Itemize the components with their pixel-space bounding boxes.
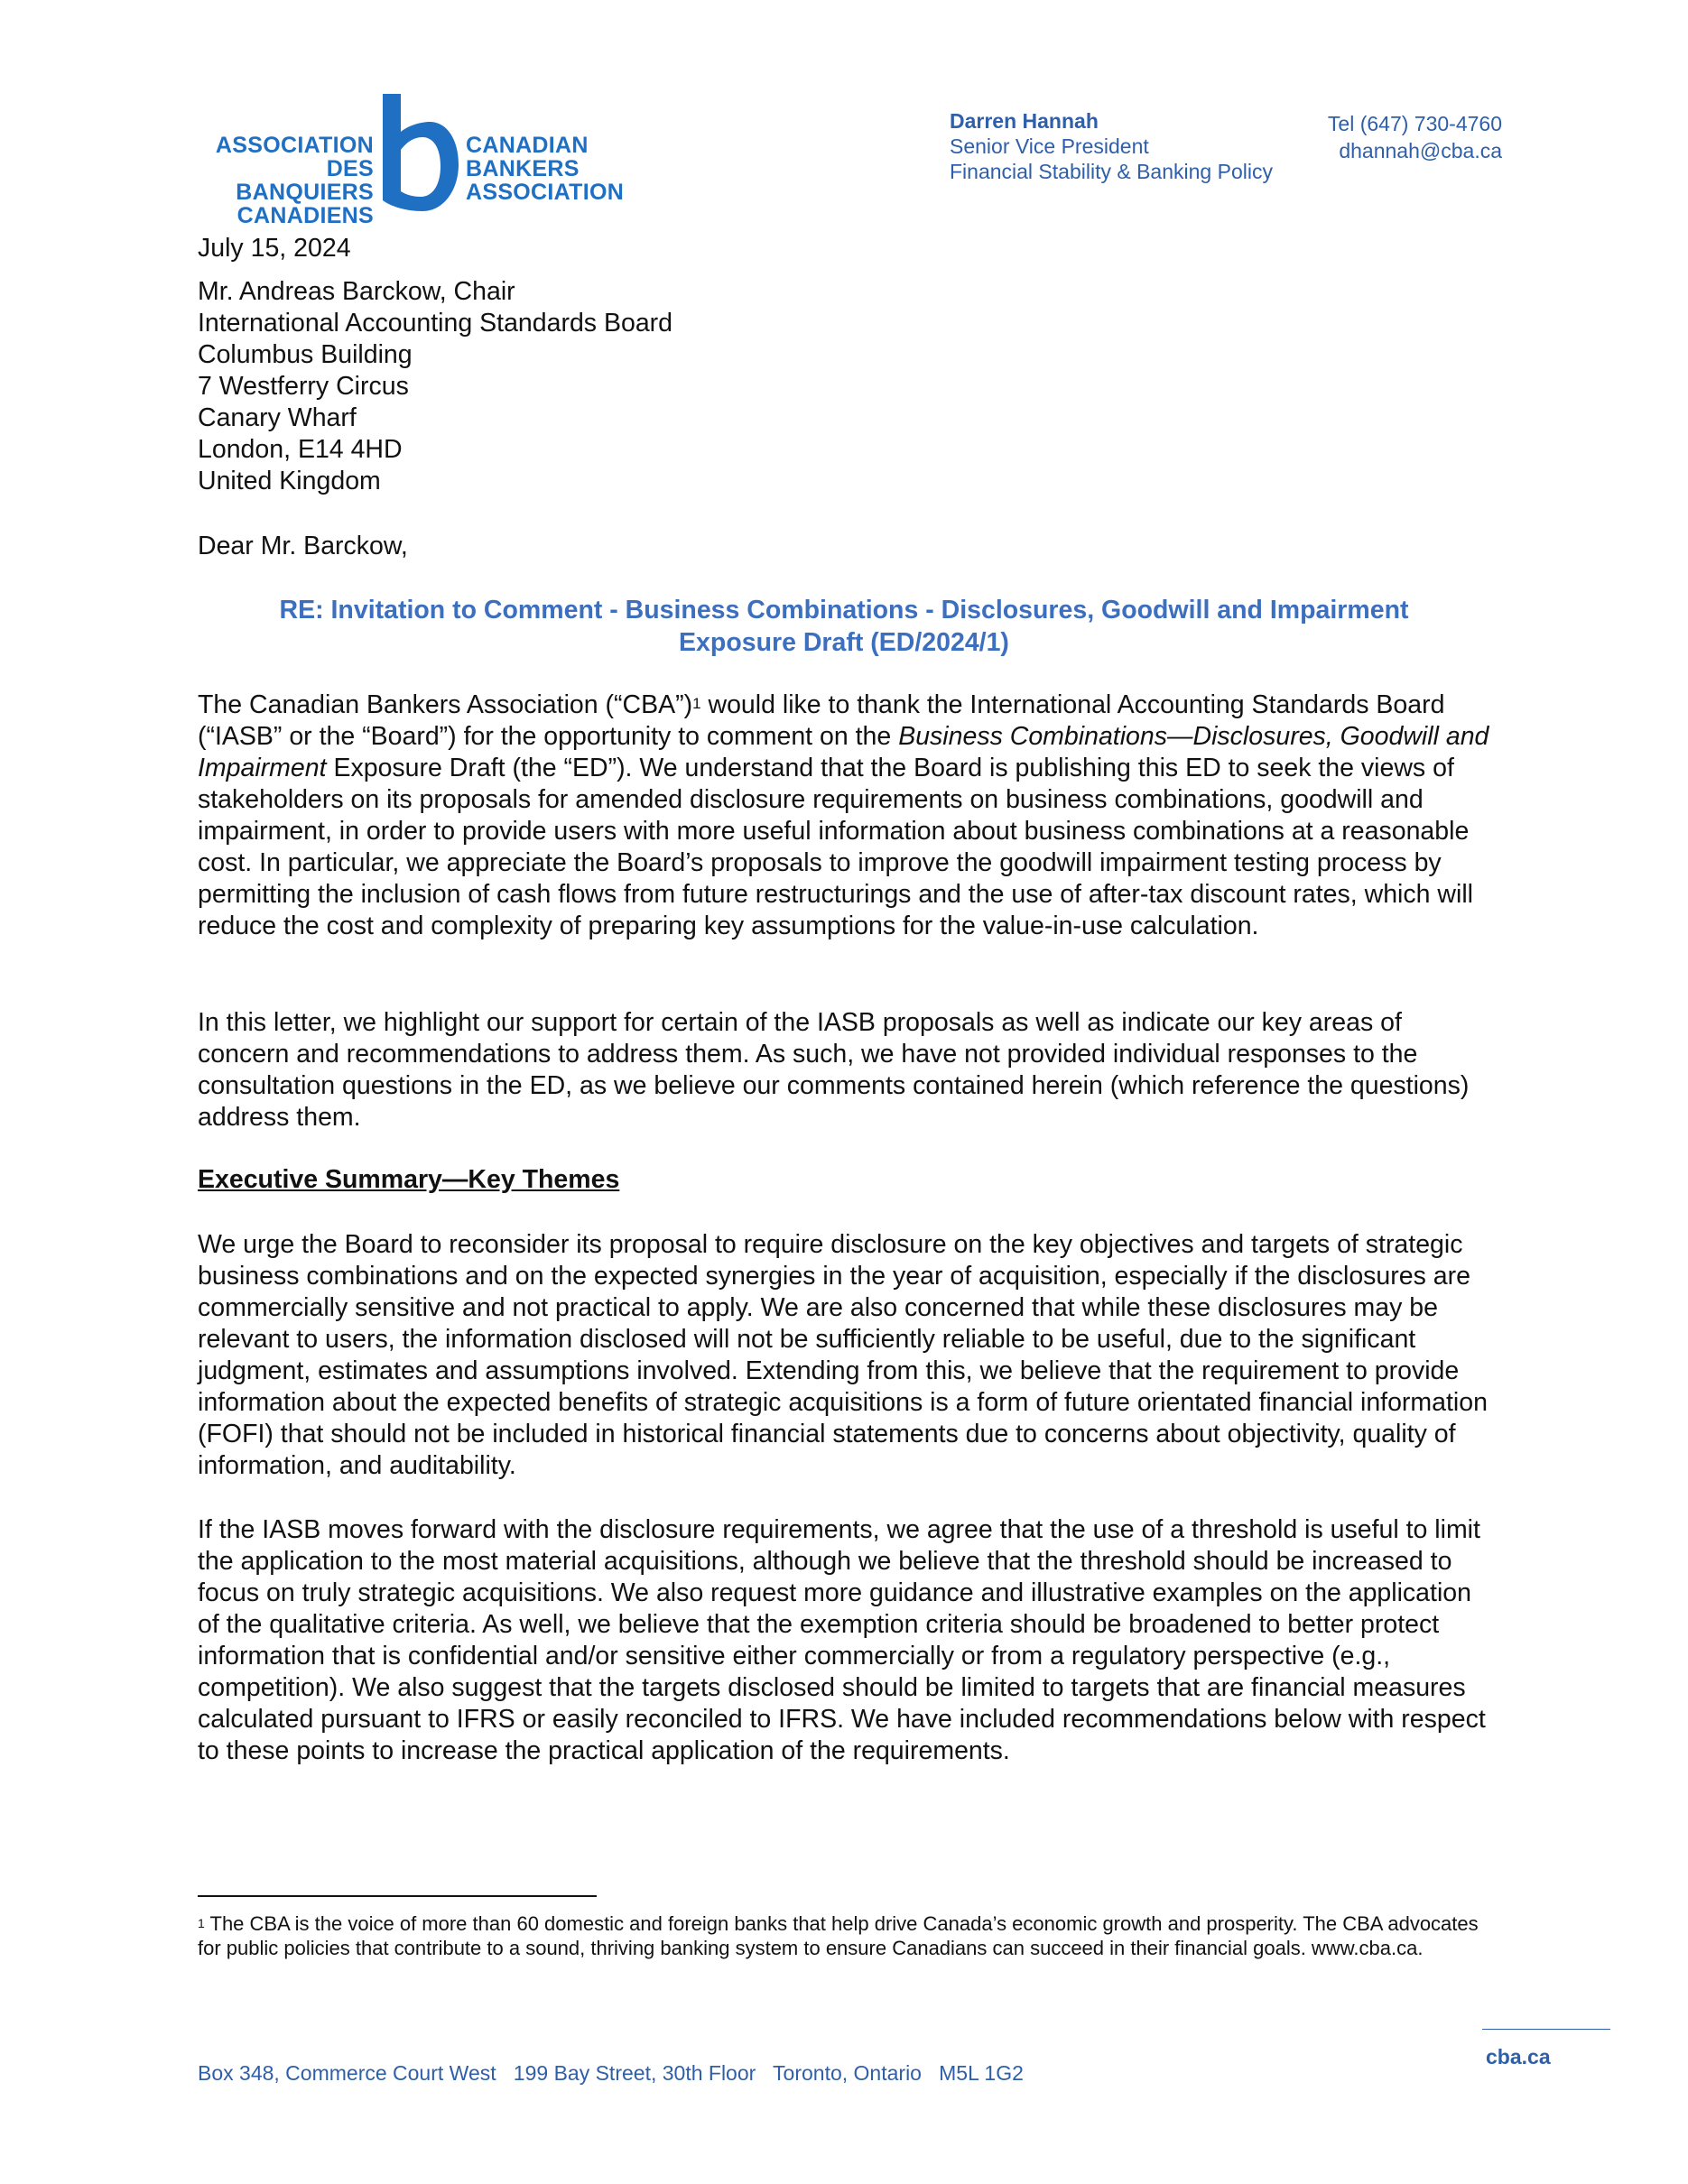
recipient-address [198, 276, 672, 497]
cba-logo [193, 94, 625, 228]
document-title: Business Combinations—Disclosures, Goodwill and Impairment [198, 722, 1489, 782]
sender-name: Darren Hannah [950, 109, 1099, 133]
paragraph-summary-1: We urge the Board to reconsider its proposal to require disclosure on the key objectives and targets of strategic business combinations and on the expected synergies in the year of acquisition, especially if the disclosures are commercially sensitive and not practical to apply. We are also concerned that while these disclosures may be relevant to users, the information disclosed will not be sufficiently reliable to be useful, due to the significant judgment, estimates and assumptions involved. Extending from this, we believe that the requirement to provide information about the expected benefits of strategic acquisitions is a form of future orientated financial information (FOFI) that should not be included in historical financial statements due to concerns about objectivity, quality of information, and auditability. [198, 1230, 1488, 1480]
sender-phone: Tel (647) 730-4760 [1327, 112, 1502, 135]
address-line: London, E14 4HD [198, 435, 403, 464]
sender-contact-details [1293, 110, 1502, 164]
footnote-divider [198, 1895, 597, 1897]
salutation: Dear Mr. Barckow, [198, 532, 408, 560]
subject-line: RE: Invitation to Comment - Business Combinations - Disclosures, Goodwill and Impairment Exposure Draft (ED/2024/1) [279, 596, 1409, 657]
address-line: Mr. Andreas Barckow, Chair [198, 277, 515, 306]
footnote: $^1$ The CBA is the voice of more than 60 domestic and foreign banks that help drive Canada’s economic growth and prosperity. The CBA advocates for public policies that contribute to a sound, thriving banking system to ensure Canadians can succeed in their financial goals. www.cba.ca. [198, 1912, 1479, 1959]
section-heading: Executive Summary—Key Themes [198, 1165, 620, 1194]
footer-divider [1482, 2029, 1610, 2030]
letter-date: July 15, 2024 [198, 234, 351, 263]
sender-department: Financial Stability & Banking Policy [950, 160, 1273, 183]
address-line: Columbus Building [198, 340, 413, 369]
paragraph-intro: The Canadian Bankers Association (“CBA”)$^1$ would like to thank the International Accounting Standards Board (“IASB” or the “Board”) for the opportunity to comment on the Business Combinations—Disclosures, Goodwill and Impairment Exposure Draft (the “ED”). We understand that the Board is publishing this ED to seek the views of stakeholders on its proposals for amended disclosure requirements on business combinations, goodwill and impairment, in order to provide users with more useful information about business combinations at a reasonable cost. In particular, we appreciate the Board’s proposals to improve the goodwill impairment testing process by permitting the inclusion of cash flows from future restructurings and the use of after-tax discount rates, which will reduce the cost and complexity of preparing key assumptions for the value-in-use calculation. [198, 690, 1489, 940]
sender-title: Senior Vice President [950, 134, 1149, 158]
footer-address: Box 348, Commerce Court West 199 Bay Street, 30th Floor Toronto, Ontario M5L 1G2 [198, 2061, 1024, 2085]
logo-text-french: ASSOCIATION DES BANQUIERS CANADIENS [215, 133, 374, 228]
sender-contact [950, 108, 1273, 184]
address-line: International Accounting Standards Board [198, 309, 673, 338]
sender-email[interactable]: dhannah@cba.ca [1339, 139, 1502, 162]
address-line: 7 Westferry Circus [198, 372, 409, 401]
logo-text-english: CANADIAN BANKERS ASSOCIATION [466, 133, 625, 205]
footer-website-link[interactable]: cba.ca [1486, 2045, 1551, 2068]
paragraph-summary-2: If the IASB moves forward with the disclosure requirements, we agree that the use of a threshold is useful to limit the application to the most material acquisitions, although we believe that the threshold should be increased to focus on truly strategic acquisitions. We also request more guidance and illustrative examples on the application of the qualitative criteria. As well, we believe that the exemption criteria should be broadened to better protect information that is confidential and/or sensitive either commercially or from a regulatory perspective (e.g., competition). We also suggest that the targets disclosed should be limited to targets that are financial measures calculated pursuant to IFRS or easily reconciled to IFRS. We have included recommendations below with respect to these points to increase the practical application of the requirements. [198, 1515, 1486, 1765]
logo-b-mark [383, 94, 459, 211]
address-line: Canary Wharf [198, 403, 357, 432]
footnote-reference[interactable]: 1 [692, 695, 701, 712]
address-line: United Kingdom [198, 467, 381, 495]
paragraph-approach: In this letter, we highlight our support for certain of the IASB proposals as well as indicate our key areas of concern and recommendations to address them. As such, we have not provided individual responses to the consultation questions in the ED, as we believe our comments contained herein (which reference the questions) address them. [198, 1008, 1470, 1132]
